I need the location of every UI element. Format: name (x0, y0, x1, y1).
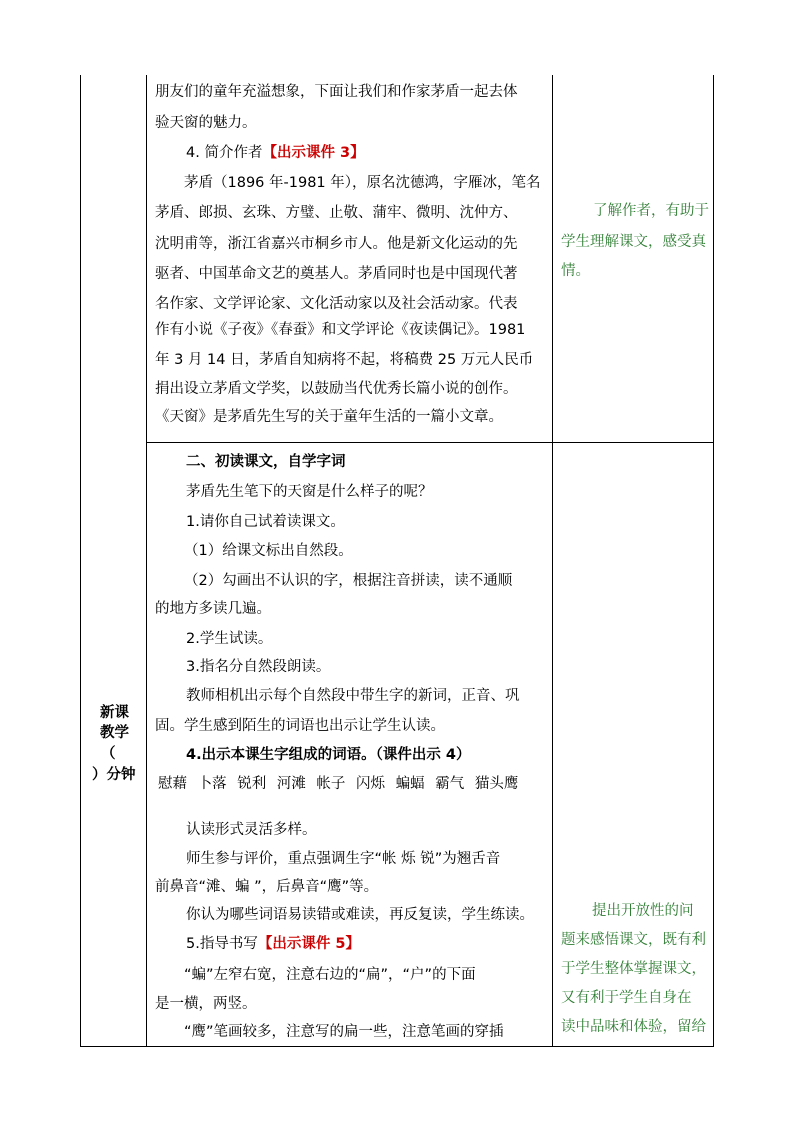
design-note-line: 了解作者，有助于 (593, 203, 709, 219)
paragraph-line: （1）给课文标出自然段。 (184, 543, 353, 559)
item-5-text: 5.指导书写 (186, 936, 258, 952)
paragraph-line: 2.学生试读。 (186, 631, 273, 647)
paragraph-line: 认读形式灵活多样。 (186, 822, 317, 838)
paragraph-line: 3.指名分自然段朗读。 (186, 659, 331, 675)
table-border-left (80, 75, 81, 1047)
courseware-tag: 【出示课件 3】 (262, 145, 365, 161)
paragraph-line: 验天窗的魅力。 (155, 115, 257, 131)
paragraph-line: 固。学生感到陌生的词语也出示让学生认读。 (155, 718, 445, 734)
design-note-line: 学生理解课文，感受真 (561, 234, 706, 250)
author-intro-line: 名作家、文学评论家、文化活动家以及社会活动家。代表 (155, 296, 518, 312)
table-column-divider-2 (552, 75, 553, 1047)
stage-label-line: 新课 (100, 705, 129, 721)
design-note-line: 于学生整体掌握课文， (561, 961, 706, 977)
author-intro-line: 年 3 月 14 日，茅盾自知病将不起，将稿费 25 万元人民币 (155, 352, 534, 368)
stage-label-line: 教学 (100, 725, 129, 741)
author-intro-line: 作有小说《子夜》《春蚕》和文学评论《夜读偶记》。1981 (155, 322, 526, 338)
design-note-line: 又有利于学生自身在 (561, 990, 692, 1006)
author-intro-line: 沈明甫等，浙江省嘉兴市桐乡市人。他是新文化运动的先 (155, 236, 518, 252)
item-5-line (186, 934, 360, 954)
paragraph-line: 朋友们的童年充溢想象，下面让我们和作家茅盾一起去体 (155, 84, 518, 100)
paragraph-line: 前鼻音“滩、蝙 ”，后鼻音“鹰”等。 (155, 879, 379, 895)
section-heading: 二、初读课文，自学字词 (186, 454, 346, 470)
paragraph-line: 1.请你自己试着读课文。 (186, 514, 345, 530)
author-intro-line: 驱者、中国革命文艺的奠基人。茅盾同时也是中国现代著 (155, 266, 518, 282)
paragraph-line: （2）勾画出不认识的字，根据注音拼读，读不通顺 (184, 573, 513, 589)
paragraph-line: 的地方多读几遍。 (155, 601, 271, 617)
table-border-bottom (80, 1046, 714, 1047)
item-4-text: 4. 简介作者 (186, 145, 263, 161)
design-note-line: 读中品味和体验，留给 (561, 1019, 706, 1035)
vocabulary-words: 慰藉 卜落 锐利 河滩 帐子 闪烁 蝙蝠 霸气 猫头鹰 (158, 776, 519, 792)
stage-label-line: ）分钟 (92, 767, 136, 783)
table-column-divider-1 (146, 75, 147, 1047)
paragraph-line: 是一横，两竖。 (155, 996, 257, 1012)
design-note-line: 提出开放性的问 (592, 903, 694, 919)
paragraph-line: “鹰”笔画较多，注意写的扁一些，注意笔画的穿插 (184, 1024, 504, 1040)
paragraph-line: 茅盾先生笔下的天窗是什么样子的呢？ (186, 484, 433, 500)
author-intro-line: 茅盾、郎损、玄珠、方璧、止敬、蒲牢、微明、沈仲方、 (155, 205, 518, 221)
design-note-line: 题来感悟课文，既有利 (561, 932, 706, 948)
item-4-line (186, 143, 365, 163)
design-note-line: 情。 (561, 263, 590, 279)
author-intro-line: 《天窗》是茅盾先生写的关于童年生活的一篇小文章。 (155, 409, 503, 425)
table-border-right (713, 75, 714, 1047)
author-intro-line: 茅盾（1896 年-1981 年），原名沈德鸿，字雁冰，笔名 (184, 175, 541, 191)
paragraph-line: “蝙”左窄右宽，注意右边的“扁”，“户”的下面 (184, 967, 476, 983)
item-4-words-heading: 4.出示本课生字组成的词语。（课件出示 4） (186, 747, 471, 763)
author-intro-line: 捐出设立茅盾文学奖，以鼓励当代优秀长篇小说的创作。 (155, 381, 518, 397)
paragraph-line: 教师相机出示每个自然段中带生字的新词，正音、巩 (186, 688, 520, 704)
table-row-divider (146, 442, 714, 443)
paragraph-line: 你认为哪些词语易读错或难读，再反复读，学生练读。 (186, 907, 534, 923)
paragraph-line: 师生参与评价，重点强调生字“帐 烁 锐”为翘舌音 (186, 851, 501, 867)
courseware-tag: 【出示课件 5】 (257, 936, 360, 952)
stage-label-line: （ (101, 746, 116, 762)
